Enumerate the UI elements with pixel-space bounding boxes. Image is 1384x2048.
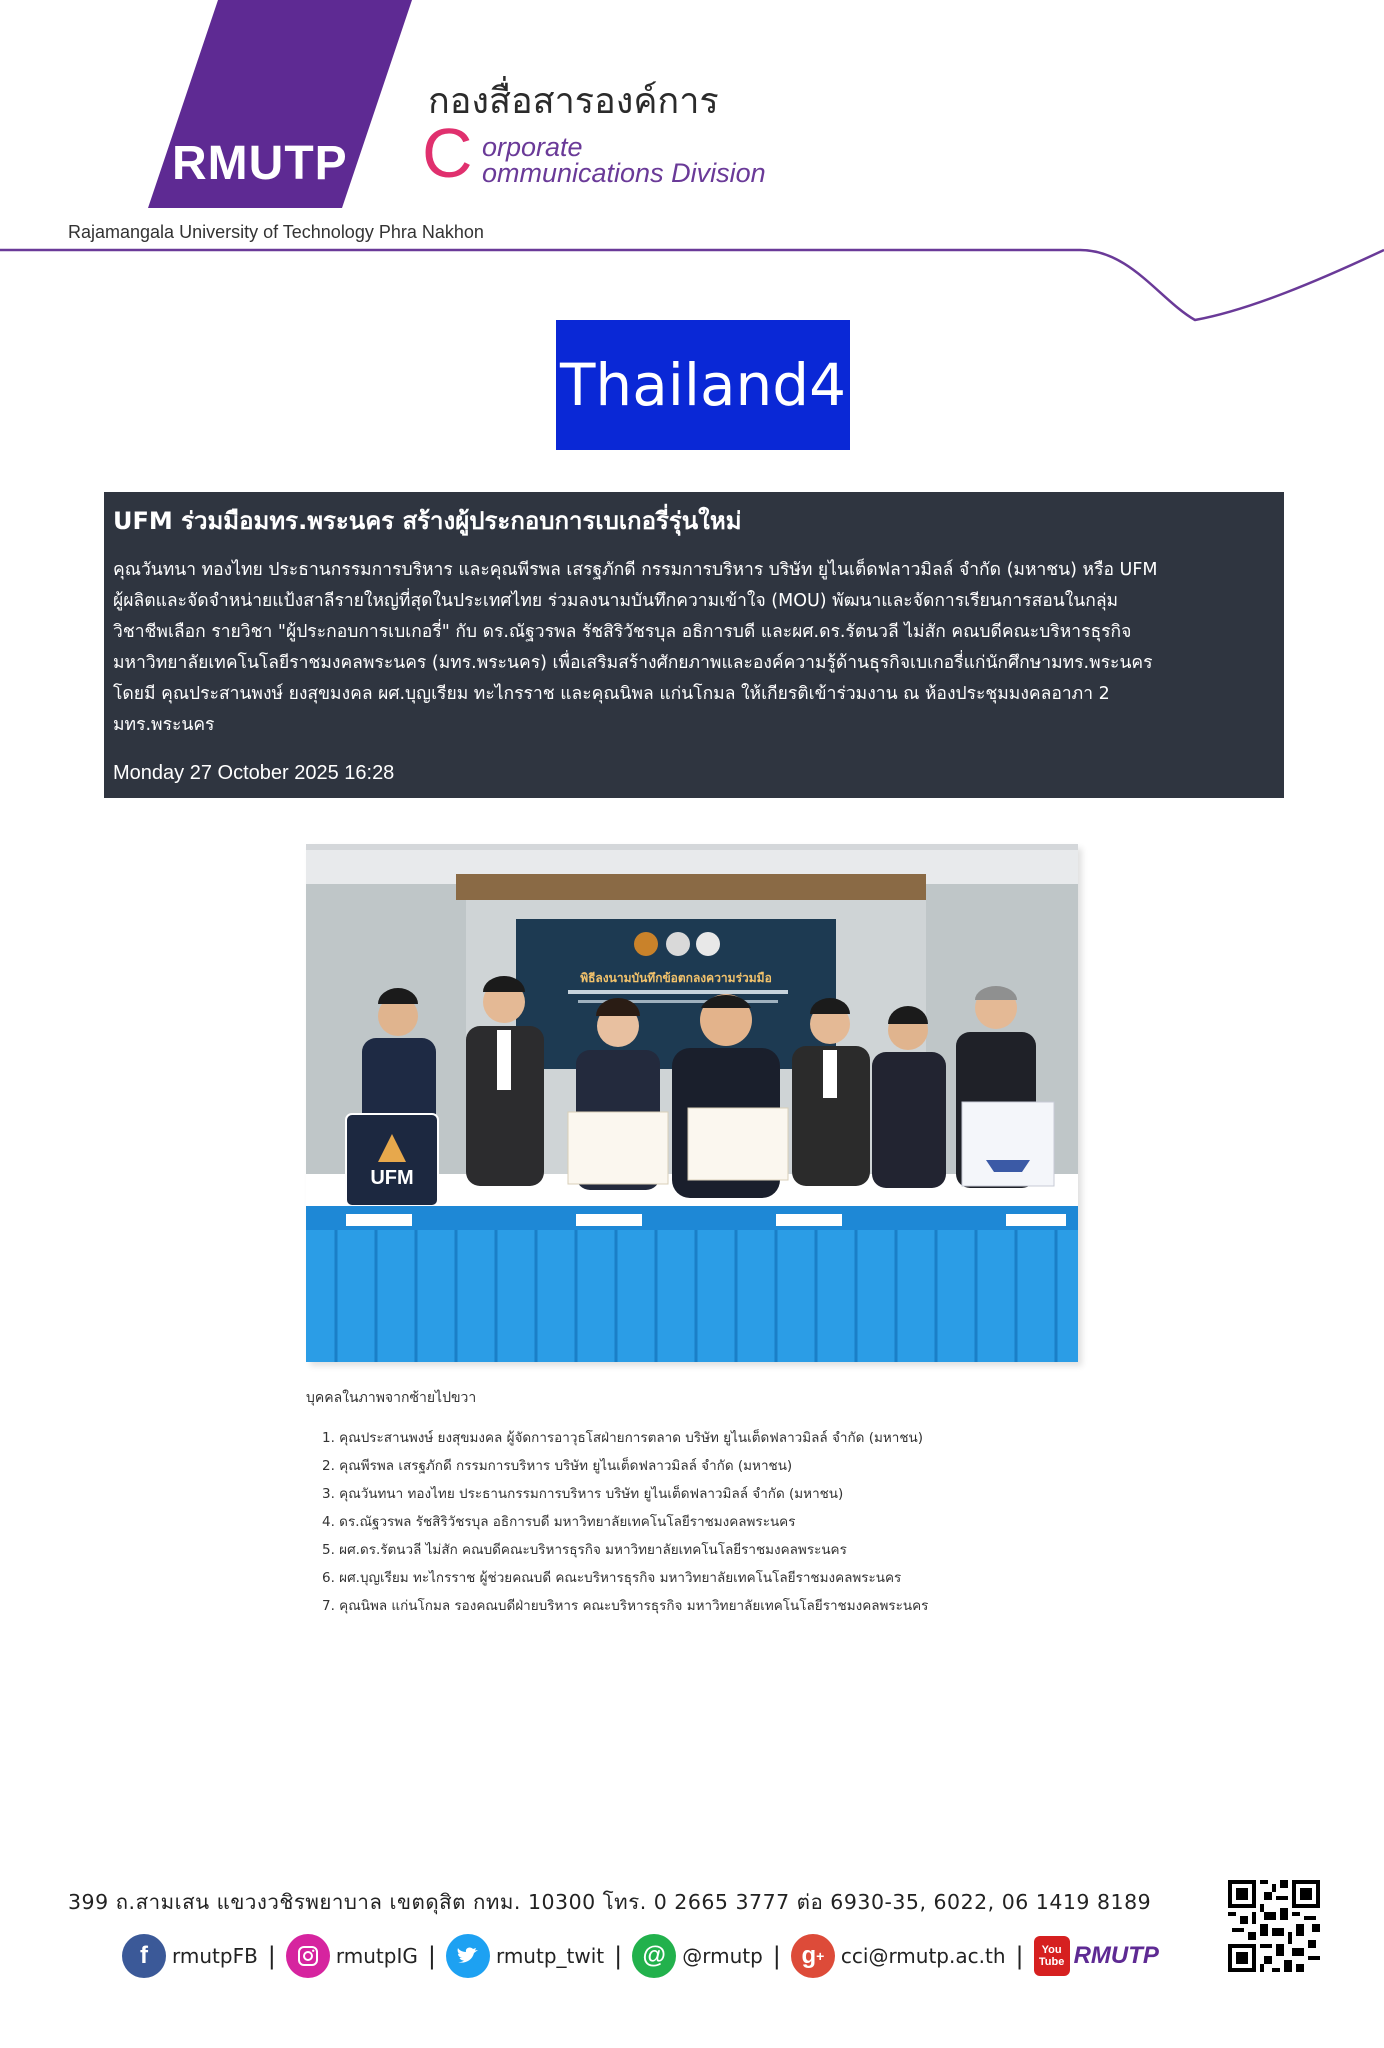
article-box [104, 492, 1284, 798]
line-handle: @rmutp [682, 1944, 763, 1968]
separator: | [772, 1942, 781, 1970]
social-links [122, 1930, 1159, 1982]
list-item: 6. ผศ.บุญเรียม ทะไกรราช ผู้ช่วยคณบดี คณะบริหารธุรกิจ มหาวิทยาลัยเทคโนโลยีราชมงคลพระนคร [322, 1570, 902, 1586]
header-divider-curve [0, 240, 1384, 330]
article-body-line: มทร.พระนคร [113, 715, 215, 736]
article-date: Monday 27 October 2025 16:28 [113, 762, 395, 784]
people-list [322, 1424, 928, 1620]
youtube-icon [1034, 1936, 1070, 1976]
ufm-badge-text: UFM [370, 1167, 414, 1189]
list-item: 2. คุณพีรพล เสรฐภักดี กรรมการบริหาร บริษัท ยูไนเต็ดฟลาวมิลล์ จำกัด (มหาชน) [322, 1458, 793, 1474]
youtube-link[interactable] [1034, 1936, 1159, 1976]
facebook-link[interactable] [122, 1934, 258, 1978]
source-badge [556, 320, 850, 450]
email-link[interactable] [791, 1934, 1006, 1978]
qr-code-icon [1228, 1880, 1320, 1972]
separator: | [1015, 1942, 1024, 1970]
twitter-icon [446, 1934, 490, 1978]
separator: | [267, 1942, 276, 1970]
division-thai-name: กองสื่อสารองค์การ [428, 81, 719, 122]
email-handle: cci@rmutp.ac.th [840, 1944, 1006, 1968]
facebook-handle: rmutpFB [172, 1944, 258, 1968]
footer-address: 399 ถ.สามเสน แขวงวชิรพยาบาล เขตดุสิต กทม. 10300 โทร. 0 2665 3777 ต่อ 6930-35, 6022, 06 1419 8189 [68, 1890, 1152, 1914]
list-item: 5. ผศ.ดร.รัตนวลี ไม่สัก คณบดีคณะบริหารธุรกิจ มหาวิทยาลัยเทคโนโลยีราชมงคลพระนคร [322, 1542, 847, 1558]
instagram-handle: rmutpIG [335, 1944, 418, 1968]
separator: | [614, 1942, 623, 1970]
line-icon: @ [632, 1934, 676, 1978]
logo-text: RMUTP [172, 137, 348, 190]
article-body-line: โดยมี คุณประสานพงษ์ ยงสุขมงคล ผศ.บุญเรียม ทะไกรราช และคุณนิพล แก่นโกมล ให้เกียรติเข้าร่วมงาน ณ ห้องประชุมมงคลอาภา 2 [113, 684, 1110, 705]
university-name: Rajamangala University of Technology Phra Nakhon [68, 222, 484, 242]
division-initial: C [422, 114, 473, 192]
event-photo [306, 844, 1078, 1362]
caption-heading: บุคคลในภาพจากซ้ายไปขวา [306, 1390, 477, 1406]
division-english-line2: ommunications Division [482, 158, 766, 188]
banner-title: พิธีลงนามบันทึกข้อตกลงความร่วมมือ [580, 971, 772, 985]
article-body-line: วิชาชีพเลือก รายวิชา "ผู้ประกอบการเบเกอรี่" กับ ดร.ณัฐวรพล รัชสิริวัชรบุล อธิการบดี และผศ.ดร.รัตนวลี ไม่สัก คณบดีคณะบริหารธุรกิจ [113, 622, 1132, 643]
youtube-icon-line1: You [1041, 1943, 1062, 1956]
division-english-line1: orporate [482, 132, 583, 162]
list-item: 3. คุณวันทนา ทองไทย ประธานกรรมการบริหาร บริษัท ยูไนเต็ดฟลาวมิลล์ จำกัด (มหาชน) [322, 1486, 844, 1502]
separator: | [427, 1942, 436, 1970]
article-body-line: มหาวิทยาลัยเทคโนโลยีราชมงคลพระนคร (มทร.พระนคร) เพื่อเสริมสร้างศักยภาพและองค์ความรู้ด้านธุรกิจเบเกอรี่แก่นักศึกษามทร.พระนคร [113, 653, 1153, 674]
article-body-line: ผู้ผลิตและจัดจำหน่ายแป้งสาลีรายใหญ่ที่สุดในประเทศไทย ร่วมลงนามบันทึกความเข้าใจ (MOU) พัฒนาและจัดการเรียนการสอนในกลุ่ม [113, 591, 1119, 612]
twitter-link[interactable] [446, 1934, 604, 1978]
list-item: 1. คุณประสานพงษ์ ยงสุขมงคล ผู้จัดการอาวุธโสฝ่ายการตลาด บริษัท ยูไนเต็ดฟลาวมิลล์ จำกัด (มหาชน) [322, 1430, 924, 1446]
google-plus-icon: g + [791, 1934, 835, 1978]
event-photo-illustration [306, 844, 1078, 1362]
article-body-line: คุณวันทนา ทองไทย ประธานกรรมการบริหาร และคุณพีรพล เสรฐภักดี กรรมการบริหาร บริษัท ยูไนเต็ดฟลาวมิลล์ จำกัด (มหาชน) หรือ UFM [113, 560, 1158, 581]
youtube-brand: RMUTP [1073, 1942, 1159, 1969]
article-body [113, 555, 1275, 741]
list-item: 7. คุณนิพล แก่นโกมล รองคณบดีฝ่ายบริหาร คณะบริหารธุรกิจ มหาวิทยาลัยเทคโนโลยีราชมงคลพระนคร [322, 1598, 929, 1614]
list-item: 4. ดร.ณัฐวรพล รัชสิริวัชรบุล อธิการบดี มหาวิทยาลัยเทคโนโลยีราชมงคลพระนคร [322, 1514, 796, 1530]
article-title: UFM ร่วมมือมทร.พระนคร สร้างผู้ประกอบการเบเกอรี่รุ่นใหม่ [113, 507, 742, 535]
instagram-link[interactable] [286, 1934, 418, 1978]
twitter-handle: rmutp_twit [495, 1944, 605, 1968]
line-link[interactable] [632, 1934, 763, 1978]
source-label: Thailand4 [560, 351, 846, 419]
youtube-icon-line2: Tube [1038, 1956, 1065, 1968]
instagram-icon [286, 1934, 330, 1978]
facebook-icon: f [122, 1934, 166, 1978]
